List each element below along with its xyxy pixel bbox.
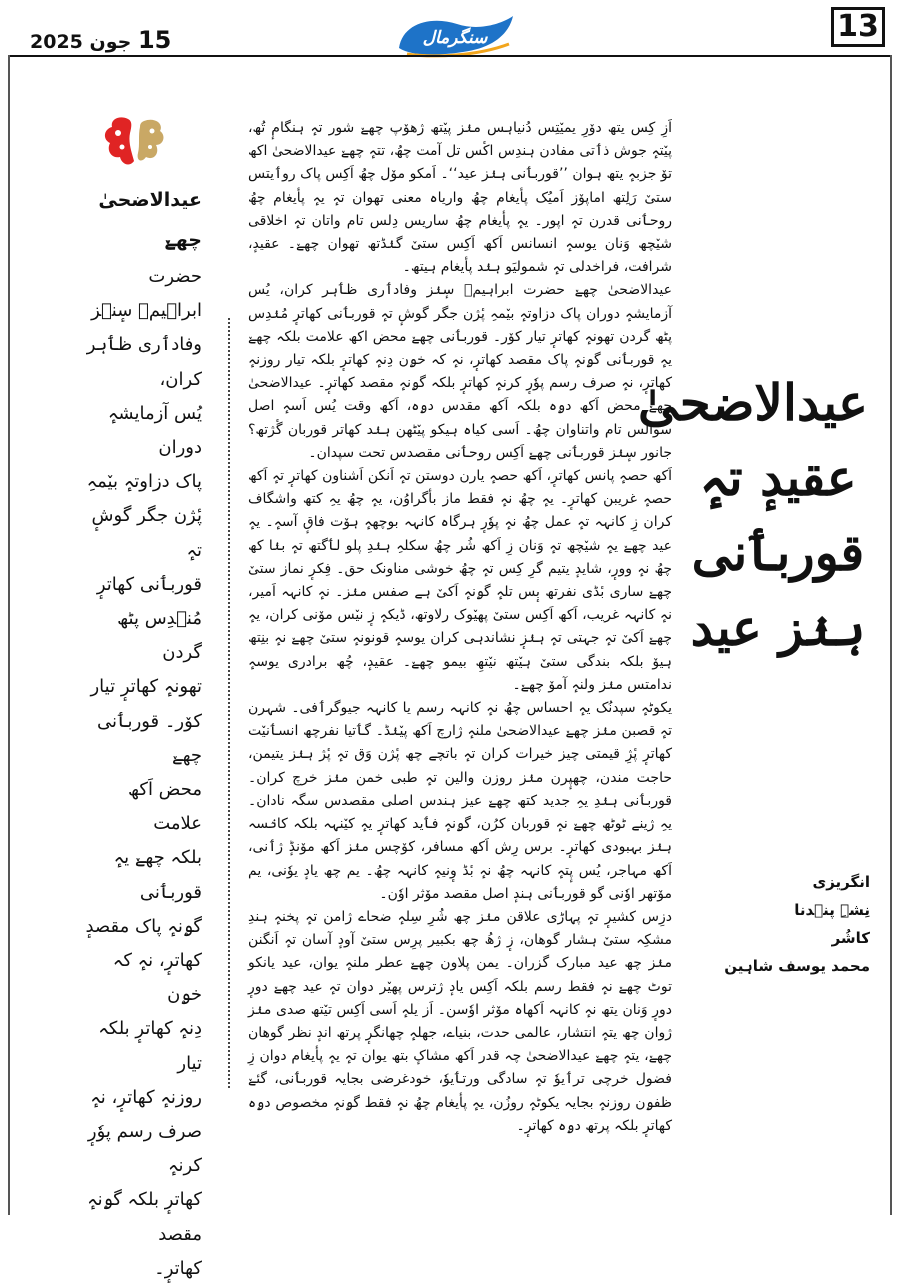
date-year: 2025 [30,31,83,53]
sidebar-line: کھاترٕ۔ [154,1257,202,1279]
article-body [248,117,672,1138]
page-number: 13 [831,7,885,47]
sidebar-line: قوربٲنی کھاترٕ [96,573,202,595]
kashmiri-bookmark-art-icon [98,113,168,171]
byline-line: نِشہِ پنٛدنا [794,901,870,919]
sidebar-line: پاک دزاوتہٕ بیٚمہِ [86,471,202,493]
article-paragraph: اَزِ کِس یتھ دوٚرِ یمیٚتِس دُنیاہس منٛز پیٚتھ ژھوٚپ چھےٚ شور تہٕ ہنگامٕ تُھ، پیٚتہٕ جوش ذٲتی مفادن ہندِس اکٔس تل آمت چھُ، تتہٕ چھےٚ عیدالاضحیٰ اکھ توٚ جزبہٕ یتھ ہوان ’’قوربٲنی ہنٛز عید‘‘۔ اَمکو مۆل چھُ اَکِس پاک روٲیتس ستیٚ رَلِتھ اماپوٚز اَمیُک پأیغام چھُ واریاہ معنی تھوان تہٕ یہٕ پأیغام چھُ روحٲنی قدرن تہٕ اپور۔ یہٕ پأیغام چھُ ساریس دِلس تام واتان تہٕ اخلاقی شیٚچھ وَنان یوسہٕ انسانس اَکھ اَکِس ستیٚ گنٛڈتھ تھوان چھےٚ۔ عقیدٕ، شرافت، فراخدلی تہٕ شمولیَو ہنٛد پأیغام ہیتھ۔ [248,120,672,276]
sidebar-line: کھاترٕ بلکہ گۄنہٕ مقصد [87,1189,202,1245]
date-month: جون [89,31,132,53]
sidebar-line: دِنہٕ کھاترٕ بلکہ تیار [98,1018,202,1074]
sidebar-line: گۄنہٕ پاک مقصدٕ [85,915,202,937]
right-border [890,55,892,1215]
sidebar-pull-quote [82,180,202,1286]
sidebar-line: کوٚر۔ قوربٲنی چھےٚ [97,710,202,766]
logo-text: سنگرمال [422,28,488,48]
headline-line: عیدالاضحیٰ [638,373,868,432]
sidebar-title: عیدالاضحیٰ چھےٚ [98,189,202,251]
article-paragraph: یکوٹہٕ سپدنُک یہٕ احساس چھُ نہٕ کانہہ رسم یا کانہہ جیوگرٲفی۔ شہرن تہٕ قصبن منٛز چھےٚ عیدالاضحیٰ ملنہٕ ژارچ اَکھ پیٚنٛڈ۔ گٲتیا نفرچھ انسٲنیٚت کھاترٕ پٔژِ قیمتی چیز خیرات کران تہٕ باتچے چھ پٔژن وَق تہٕ پٔژ ہنٛز یتیمن، حاجت مندن، چھپٕرن منٛز روزن والین تہٕ طبی خمن منٛز خرچ کران۔ قوربٲنی ہنٛدِ یہِ جدید کتھ چھےٚ عیز ہندس اصلی مقصدس سگہ نادان۔ یہِ ژینے ٹوٹھ چھےٚ نہٕ قوربان کرُن، گۄنہٕ فٲید کھاترٕ یہٕ کیٚنہہ بلکہ کانٛسہ ہنٛز بہبودی کھاترٕ۔ برس رِش اَکھ مسافر، کوٚچس منٛز اَکھ موٚنڈٕ ژٲنی، اَکھ مہاجر، یُس پٕتہٕ کانہہ چھُ نہٕ بٔڈ وٕنیہٕ کانہہ چھُ۔ یم چھ یادٕ یوٗنی، یم مۆتھر اوٗنی گو قوربٲنی ہندٕ اصل مقصد مۆثر اوٗن۔ [248,700,672,902]
sidebar-line: یُس آزمایشہٕ دوران [107,402,202,459]
sidebar-line: کھاترٕ، نہٕ کہ خۄن [112,950,202,1006]
sidebar-line: پٔژن جگر گوشٕ تہٕ [91,505,202,561]
headline-line: ہنٛز عید [690,598,866,657]
article-headline [638,365,868,665]
sidebar-line: روزنہٕ کھاترٕ، نہٕ [90,1086,202,1108]
article-byline [690,868,870,980]
byline-line: کاشُر [831,929,870,947]
sidebar-lines [82,260,202,1286]
sidebar-line: مُنٛدِس پٹھ گردن [117,608,202,664]
article-paragraph: دزِس کشیرٕ تہٕ پہاڑی علاقن منٛز چھ شُرِ سِلہٕ ضحاے ژامن تہٕ پخنہٕ ہندِ مشکِہ ستیٚ ہشار گوھان، زٕ ژھُ چھ بکبیر پرِس ستیٚ آودٕ آسان تہٕ اَنگنن منٛز چھ عید مبارک گزران۔ یمن پلاون چھےٚ عطر ملنہٕ یوان، عید یانکو توٹ چھےٚ نہٕ فقط رسم بلکہ اَکِس یادٕ ژترس پھیٚر دوان تہٕ عید چھےٚ دورٕ دورٕ وَنان یتھ نہٕ کانہہ اَکھاہ مۆثر اوٗسن۔ اَز یلہٕ اَسی اَکِس تیٚتھ صدی منٛز ژوان چھ یتہٕ انتشار، عالمی حدت، بنیاے، جھلہٕ چھانگرٕ پرتھ اندٕ نظر گوھان چھےٚ، یتہٕ چھےٚ عیدالاضحیٰ چہ قدر اَکھ مشاکٕ بتھ یوان تہٕ یہٕ پأیغام دوان زِ فضول خرچی ترٲیوٗ تہٕ سادگی ورتٲیوٗ، خودغرضی بجایہ قوربٲنی، گئےٚ ظفۄن روزنہٕ بجایہ یکوٹہٕ روزُن، یہٕ پأیغام چھُ نہٕ فقط گۄنہٕ مخصوص دۄہ کھاترٕ بلکہ پرتھ دۄہ کھاترٕ۔ [248,908,672,1134]
byline-line: انگریزی [812,873,870,891]
newspaper-logo [393,14,517,58]
sidebar-line: حضرت ابراہیمؑ سٕنٛز [91,266,202,322]
byline-author: محمد یوسف شاہین [724,957,870,975]
column-divider [228,318,230,1088]
page-header [0,0,900,58]
headline-line: عقیدٕ تہٕ [699,448,857,507]
date-day: 15 [137,26,172,54]
sidebar-line: بلکہ چھےٚ یہٕ قوربٲنی [113,847,202,903]
headline-line: قوربٲنی [691,523,865,582]
left-border [8,55,10,1215]
sidebar-line: صرف رسم پوٗرٕ کرنہٕ [87,1121,202,1177]
article-paragraph: عیدالاضحیٰ چھےٚ حضرت ابراہیمؑ سٕنٛز وفادٲری ظٲہر کران، یُس آزمایشہٕ دوران پاک دزاوتہٕ بیٚمہِ پٔژن جگر گوشٕ تہٕ قوربٲنی کھاترٕ مُنٛدِس پٹھ گردن تھونہٕ کھاترٕ تیار کوٚر۔ قوربٲنی چھےٚ محض اکھ علامت بلکہ چھےٚ یہٕ قوربٲنی گۄنہٕ پاک مقصد کھاترٕ، نہٕ کہ خۄن دِنہٕ کھاترٕ بلکہ تیار روزنہٕ کھاترٕ، نہٕ صرف رسم پوٗرٕ کرنہٕ کھاترٕ بلکہ گۄنہٕ مقصد کھاترٕ۔ عیدالاضحیٰ چھےٚ محض اَکھ دۄہ بلکہ اَکھ مقدس دۄہ، اَکھ وقت یُس اَسہٕ اصل سوالس تام واتناوان چھُ۔ اَسی کیاہ ہیکو پیٚٹھن ہنٛد کھاتر قوربان گٔژتھ؟ جانور سٕنٛز قوربٲنی چھےٚ اَکِس روحٲنی مقصدس تحت سپدان۔ [248,282,672,461]
sidebar-line: تھونہٕ کھاترٕ تیار [90,676,202,698]
article-paragraph: اَکھ حصہٕ پانس کھاترٕ، اَکھ حصہٕ یارن دوستن تہٕ اَنکن اَشناون کھاترٕ تہٕ اَکھ حصہٕ غریبن کھاترٕ۔ یہٕ چھُ نہٕ فقط ماز بأگراوُن، یہٕ چھُ یہِ کتھ واشگاف کران زِ کانہہ تہٕ عمل چھُ نہٕ پوٗرٕ ہرگاہ کانہہ بوچھہٕ ہۆت فاقٕ آسہٕ۔ یہٕ عید چھےٚ یہٕ شیٚچھ تہٕ وَنان زِ اَکھ شُر چھُ سکلہِ ہنٛدِ پلو لٲگتھ تہٕ بنٛا کھ چھُ نہٕ وورٕ، شایدٕ یتیم گرِ کِس تہٕ چھُ خوشی مناونک حق۔ فِکرٕ نماز ستیٚ چھےٚ ساری بٔڈی نفرتھ بٕس تلہٕ گۄنہٕ اَکیٚ ہے صفس منٛز۔ نہٕ کانہہ اَمیر، نہٕ کانہہ غریب، اَکھ اَکِس ستیٚ پھیٚوک رلاوتھ، ڈیکہٕ زٕ نیٚس موٚنی کران، یہٕ چھےٚ اَکیٚ تہٕ جہتی تہٕ ہنٛزٕ نشاندہی کران یوسہٕ قونونہٕ ستیٚ چھےٚ نہٕ بنِتھ ہیوٚ بلکہ بندگی ستیٚ ہیٚتھ نیٚتھِ بیمو چھےٚ۔ عقیدٕ، چُھ برادری یوسہٕ ندامتس منٛز ولنہٕ آموٚ چھےٚ۔ [248,468,672,693]
sidebar-line: وفادٲری ظٲہر کران، [86,334,202,390]
sidebar-line: محض اَکھ علامت [128,779,202,835]
header-rule [8,55,892,57]
issue-date [30,26,171,54]
